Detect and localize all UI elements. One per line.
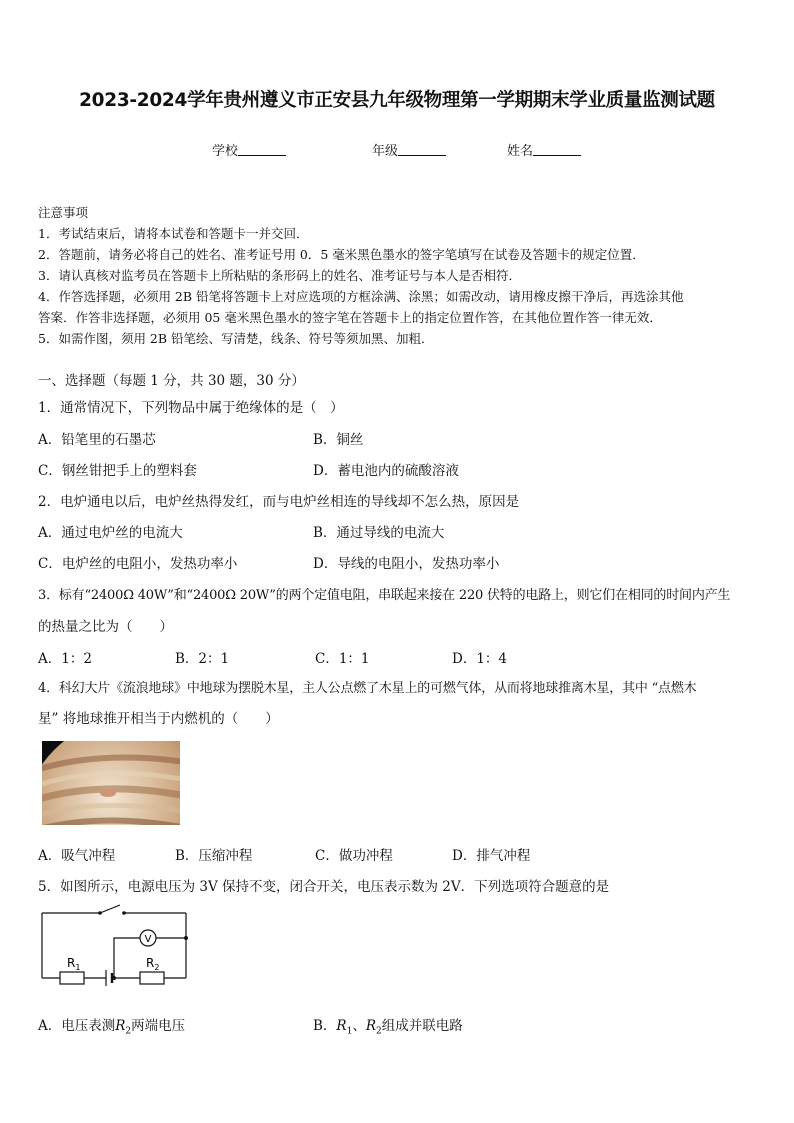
question-3-option-d: D．1：4 [452, 651, 508, 667]
notice-item: 4．作答选择题，必须用 2B 铅笔将答题卡上对应选项的方框涂满、涂黑；如需改动，请用橡皮擦干净后，再选涂其他 [38, 289, 684, 304]
jupiter-image [42, 741, 180, 825]
question-5-option-a: A．电压表测$R_2$两端电压 [38, 1018, 186, 1037]
school-label: 学校 [212, 144, 239, 159]
question-1-option-a: A．铅笔里的石墨芯 [38, 432, 156, 448]
question-4-stem-line2: 星” 将地球推开相当于内燃机的（ ） [38, 711, 279, 727]
question-3-stem-line1: 3．标有“2400Ω 40W”和“2400Ω 20W”的两个定值电阻，串联起来接在 220 伏特的电路上，则它们在相同的时间内产生 [38, 588, 731, 603]
question-4-option-c: C．做功冲程 [315, 848, 393, 864]
question-3-option-c: C．1：1 [315, 651, 370, 667]
question-3-stem-line2: 的热量之比为（ ） [38, 619, 173, 635]
question-4-stem-line1: 4．科幻大片《流浪地球》中地球为摆脱木星，主人公点燃了木星上的可燃气体，从而将地球推离木星，其中 “点燃木 [38, 681, 697, 696]
name-field [507, 140, 581, 159]
question-2-option-c: C．电炉丝的电阻小，发热功率小 [38, 556, 238, 572]
question-1-option-b: B．铜丝 [313, 432, 364, 448]
question-1-stem: 1．通常情况下，下列物品中属于绝缘体的是（ ） [38, 400, 344, 416]
notice-item: 1．考试结束后，请将本试卷和答题卡一并交回． [38, 226, 309, 241]
notice-item: 3．请认真核对监考员在答题卡上所粘贴的条形码上的姓名、准考证号与本人是否相符． [38, 268, 521, 283]
question-2-option-b: B．通过导线的电流大 [313, 525, 445, 541]
question-3-option-b: B．2：1 [175, 651, 230, 667]
question-1-option-d: D．蓄电池内的硫酸溶液 [313, 463, 459, 479]
voltmeter-label: V [144, 934, 152, 945]
r2-label: $R_2$ [146, 956, 160, 972]
grade-label: 年级 [372, 144, 399, 159]
question-2-option-d: D．导线的电阻小，发热功率小 [313, 556, 500, 572]
notice-item: 2．答题前，请务必将自己的姓名、准考证号用 0．5 毫米黑色墨水的签字笔填写在试卷及答题卡的规定位置． [38, 247, 645, 262]
notice-item: 5．如需作图，须用 2B 铅笔绘、写清楚，线条、符号等须加黑、加粗． [38, 331, 434, 346]
school-field [212, 140, 286, 159]
r1-label: $R_1$ [67, 956, 81, 972]
circuit-svg [36, 900, 196, 992]
question-1-option-c: C．钢丝钳把手上的塑料套 [38, 463, 197, 479]
name-label: 姓名 [507, 144, 534, 159]
jupiter-planet-graphic [42, 741, 180, 825]
question-4-option-a: A．吸气冲程 [38, 848, 116, 864]
page-title: 2023-2024学年贵州遵义市正安县九年级物理第一学期期末学业质量监测试题 [79, 90, 715, 111]
question-3-option-a: A．1：2 [38, 651, 92, 667]
notice-heading: 注意事项 [38, 205, 89, 220]
section-heading: 一、选择题（每题 1 分，共 30 题，30 分） [38, 373, 305, 389]
school-blank [238, 143, 286, 156]
question-4-option-d: D．排气冲程 [452, 848, 531, 864]
question-2-stem: 2．电炉通电以后，电炉丝热得发红，而与电炉丝相连的导线却不怎么热，原因是 [38, 494, 520, 510]
name-blank [533, 143, 581, 156]
circuit-diagram [36, 900, 196, 992]
grade-field [372, 140, 446, 159]
question-5-option-b: B．$R_1$、$R_2$组成并联电路 [313, 1018, 463, 1037]
question-2-option-a: A．通过电炉丝的电流大 [38, 525, 183, 541]
question-4-option-b: B．压缩冲程 [175, 848, 253, 864]
grade-blank [398, 143, 446, 156]
question-5-stem: 5．如图所示，电源电压为 3V 保持不变，闭合开关，电压表示数为 2V．下列选项符合题意的是 [38, 879, 610, 895]
notice-item: 答案．作答非选择题，必须用 05 毫米黑色墨水的签字笔在答题卡上的指定位置作答，在其他位置作答一律无效． [38, 310, 662, 325]
